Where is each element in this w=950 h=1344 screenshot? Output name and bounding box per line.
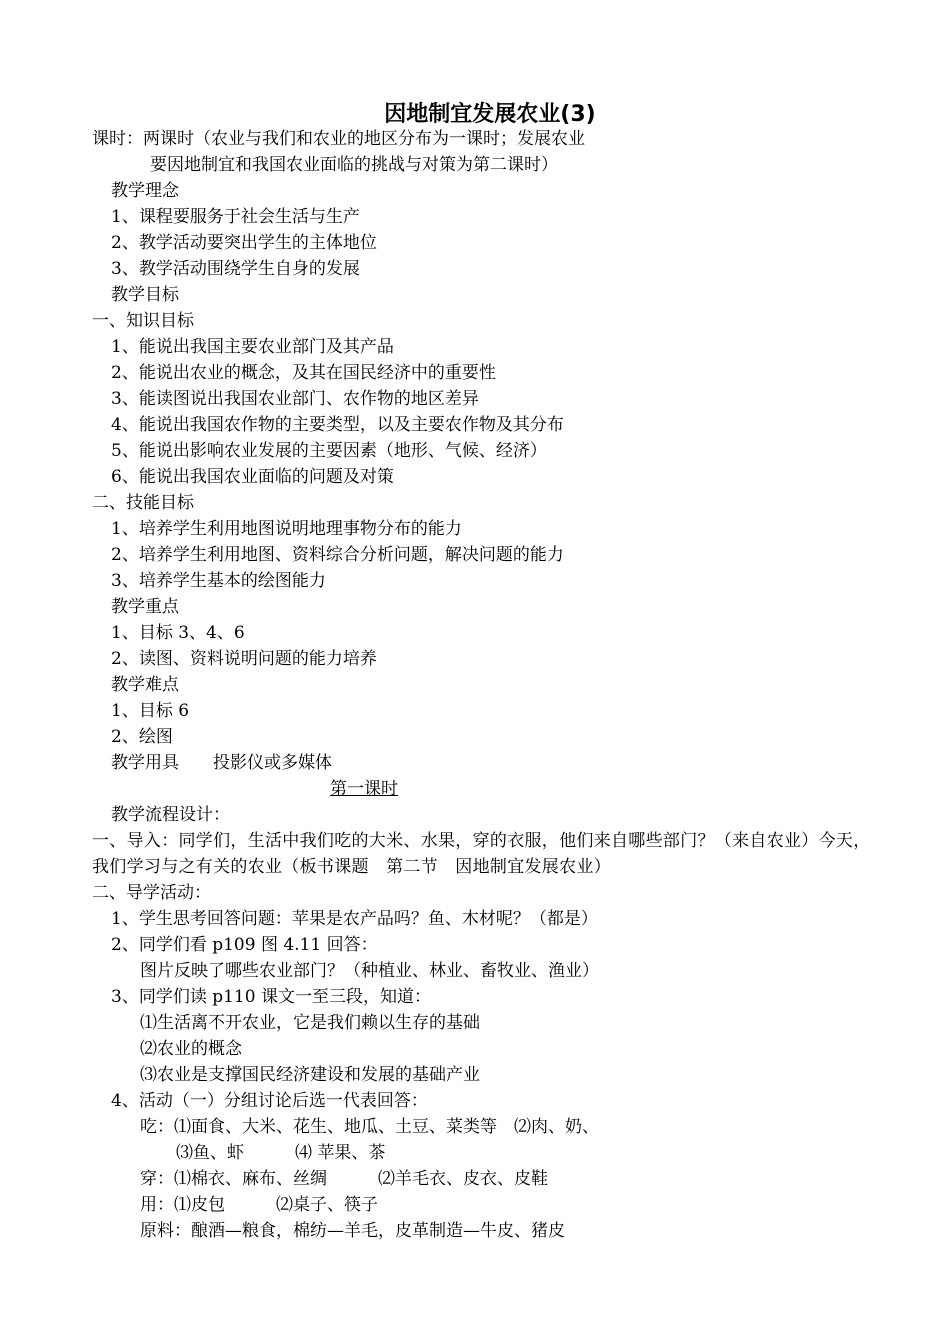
class-hours-line: 课时：两课时（农业与我们和农业的地区分布为一课时；发展农业: [92, 129, 585, 149]
subheading-skill-goals: 二、技能目标: [92, 493, 194, 513]
list-subitem-use: 用：⑴皮包 ⑵桌子、筷子: [140, 1195, 378, 1215]
section-heading-key-points: 教学重点: [111, 597, 179, 617]
list-subitem: 图片反映了哪些农业部门？（种植业、林业、畜牧业、渔业）: [140, 961, 599, 981]
list-subitem-wear: 穿：⑴棉衣、麻布、丝绸 ⑵羊毛衣、皮衣、皮鞋: [140, 1169, 548, 1189]
section-heading-difficulties: 教学难点: [111, 675, 179, 695]
list-item: 1、学生思考回答问题：苹果是农产品吗？鱼、木材呢？（都是）: [111, 909, 598, 929]
list-subitem-eat-continuation: ⑶鱼、虾 ⑷ 苹果、茶: [176, 1143, 386, 1163]
list-subitem-eat: 吃：⑴面食、大米、花生、地瓜、土豆、菜类等 ⑵肉、奶、: [140, 1117, 599, 1137]
list-item: 3、能读图说出我国农业部门、农作物的地区差异: [111, 389, 479, 409]
teaching-tools-line: 教学用具 投影仪或多媒体: [111, 753, 332, 773]
list-item: 2、读图、资料说明问题的能力培养: [111, 649, 377, 669]
list-item: 2、能说出农业的概念，及其在国民经济中的重要性: [111, 363, 496, 383]
subheading-guided-activities: 二、导学活动：: [92, 883, 211, 903]
list-item: 1、能说出我国主要农业部门及其产品: [111, 337, 394, 357]
list-item: 2、教学活动要突出学生的主体地位: [111, 233, 377, 253]
list-item: 2、同学们看 p109 图 4.11 回答：: [111, 935, 378, 955]
list-item: 3、教学活动围绕学生自身的发展: [111, 259, 360, 279]
list-item: 1、目标 6: [111, 701, 190, 721]
list-item: 3、同学们读 p110 课文一至三段，知道：: [111, 987, 431, 1007]
list-subitem: ⑵农业的概念: [140, 1039, 242, 1059]
section-heading-teaching-philosophy: 教学理念: [111, 181, 179, 201]
class-hours-continuation: 要因地制宜和我国农业面临的挑战与对策为第二课时）: [150, 155, 558, 175]
list-item: 3、培养学生基本的绘图能力: [111, 571, 326, 591]
list-item: 1、目标 3、4、6: [111, 623, 245, 643]
list-item: 2、绘图: [111, 727, 173, 747]
intro-paragraph: 一、导入：同学们，生活中我们吃的大米、水果，穿的衣服，他们来自哪些部门？（来自农业）今天，我们学习与之有关的农业（板书课题 第二节 因地制宜发展农业）: [92, 831, 871, 877]
list-item: 6、能说出我国农业面临的问题及对策: [111, 467, 394, 487]
section-heading-flow-design: 教学流程设计：: [111, 805, 230, 825]
list-item: 1、课程要服务于社会生活与生产: [111, 207, 360, 227]
lesson-one-heading: 第一课时: [330, 779, 398, 799]
subheading-knowledge-goals: 一、知识目标: [92, 311, 194, 331]
list-item: 4、能说出我国农作物的主要类型，以及主要农作物及其分布: [111, 415, 564, 435]
list-item: 4、活动（一）分组讨论后选一代表回答：: [111, 1091, 428, 1111]
list-subitem: ⑶农业是支撑国民经济建设和发展的基础产业: [140, 1065, 480, 1085]
list-item: 1、培养学生利用地图说明地理事物分布的能力: [111, 519, 462, 539]
list-subitem-materials: 原料：酿酒—粮食，棉纺—羊毛，皮革制造—牛皮、猪皮: [140, 1221, 565, 1241]
list-item: 2、培养学生利用地图、资料综合分析问题，解决问题的能力: [111, 545, 564, 565]
document-body: [92, 126, 872, 1244]
list-item: 5、能说出影响农业发展的主要因素（地形、气候、经济）: [111, 441, 547, 461]
list-subitem: ⑴生活离不开农业，它是我们赖以生存的基础: [140, 1013, 480, 1033]
section-heading-teaching-goals: 教学目标: [111, 285, 179, 305]
document-title: 因地制宜发展农业(3): [384, 102, 596, 127]
